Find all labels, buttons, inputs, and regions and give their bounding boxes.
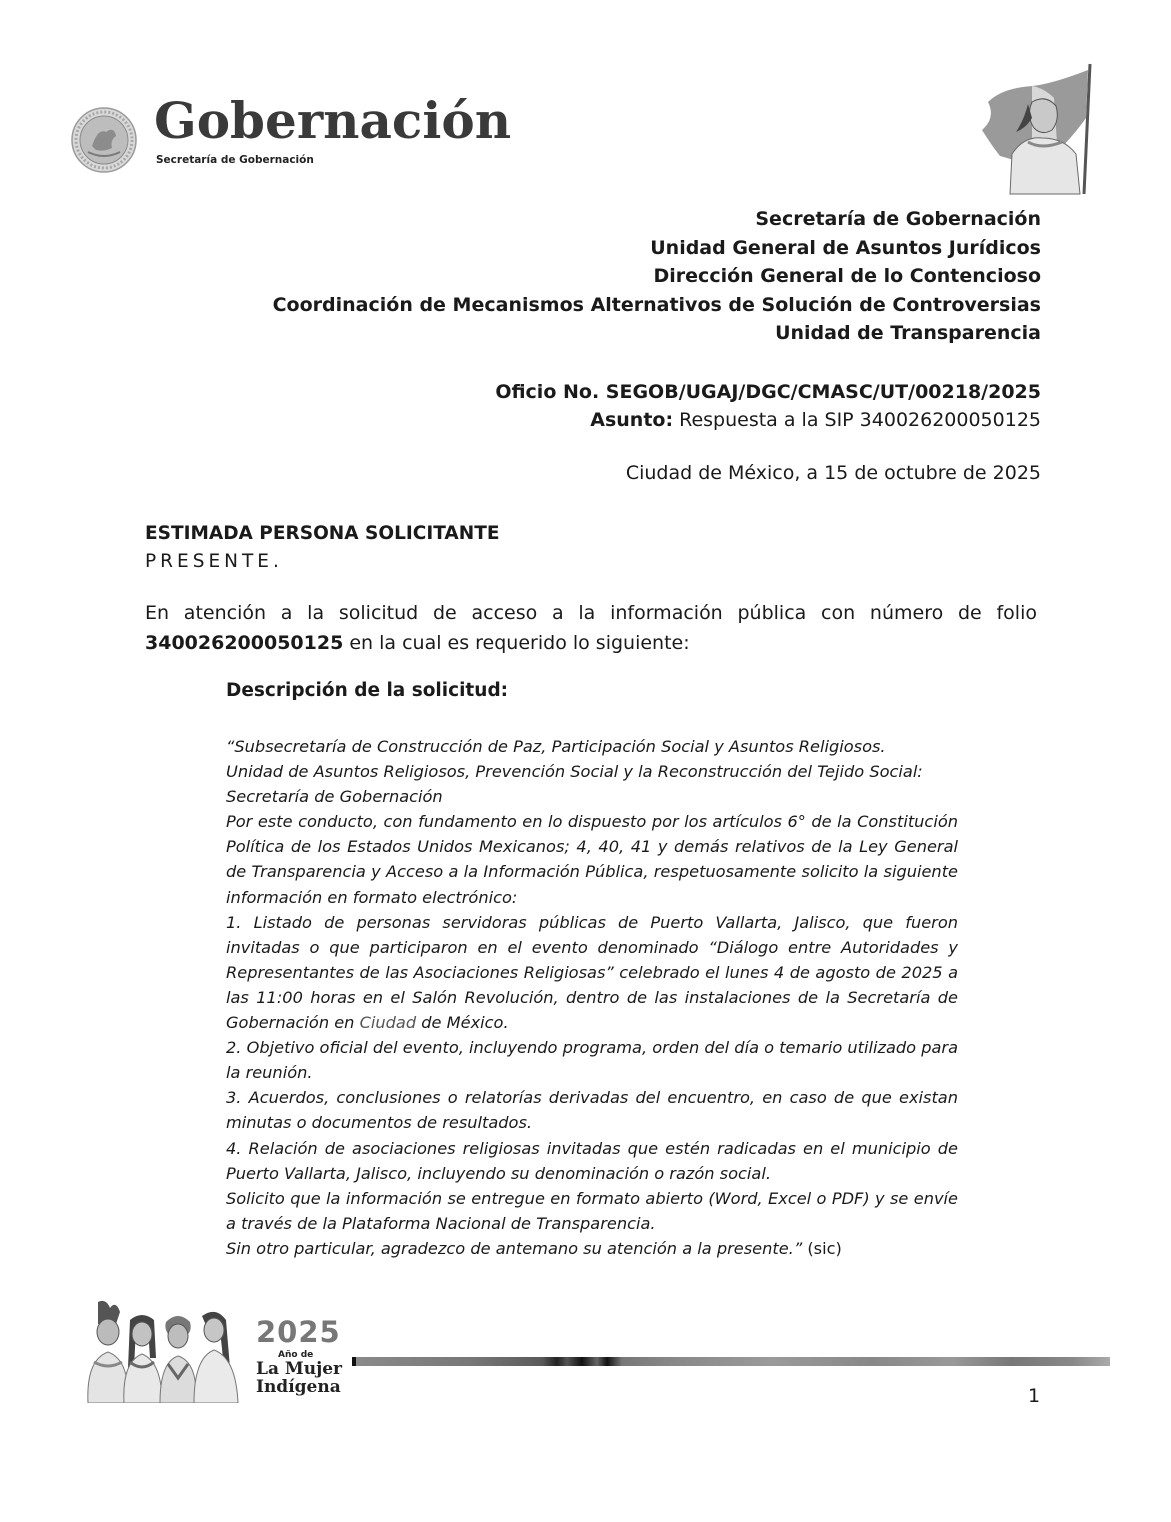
department-line: Dirección General de lo Contencioso [653,265,1041,287]
request-line: Unidad de Asuntos Religiosos, Prevención Social y la Reconstrucción del Tejido Social: [226,762,923,782]
request-item-3: 3. Acuerdos, conclusiones o relatorías derivadas del encuentro, en caso de que existan minutas o documentos de resultados. [226,1088,958,1133]
request-paragraph: Por este conducto, con fundamento en lo dispuesto por los artículos 6° de la Constitución Política de los Estados Unidos Mexicanos; 4, 40, 41 y demás relativos de la Ley General de Transparencia y Acceso a la Información Pública, respetuosamente solicito la siguiente información en formato electrónico: [226,812,958,907]
footer-slogan-line2: Indígena [256,1377,341,1397]
oficio-number-line [495,378,1041,406]
asunto-text: Respuesta a la SIP 340026200050125 [679,409,1041,431]
intro-text-after: en la cual es requerido lo siguiente: [343,632,690,654]
request-line: Secretaría de Gobernación [226,787,443,807]
asunto-line [495,406,1041,434]
indigenous-women-icon [80,1298,248,1403]
footer-year: 2025 [256,1315,341,1349]
asunto-label: Asunto: [590,409,674,431]
request-closing-text: Sin otro particular, agradezco de antemano su atención a la presente.” [226,1238,803,1258]
salutation [145,520,499,576]
footer-slogan [256,1360,342,1396]
footer-anio-de: Año de [278,1350,314,1360]
department-line: Secretaría de Gobernación [755,208,1041,230]
department-line: Unidad de Transparencia [775,322,1041,344]
place-date: Ciudad de México, a 15 de octubre de 2025 [625,462,1041,484]
logo-title: Gobernación [154,91,512,150]
request-title: Descripción de la solicitud: [226,680,509,701]
request-item-1-text: 1. Listado de personas servidoras públicas de Puerto Vallarta, Jalisco, que fueron invitadas o que participaron en el evento denominado “Diálogo entre Autoridades y Representantes de las Asociaciones Religiosas” celebrado el lunes 4 de agosto de 2025 a las 11:00 horas en el Salón Revolución, dentro de las instalaciones de la Secretaría de Gobernación en [226,912,958,1033]
request-line: “Subsecretaría de Construcción de Paz, Participación Social y Asuntos Religiosos. [226,737,886,756]
logo-subtitle: Secretaría de Gobernación [156,154,314,166]
request-item-1 [226,910,958,1035]
folio-number: 340026200050125 [145,632,344,654]
intro-text-before: En atención a la solicitud de acceso a la información pública con número de folio [145,602,1037,624]
coat-of-arms-seal-icon [70,106,138,174]
reference-block [495,378,1041,434]
page-number: 1 [1028,1385,1041,1407]
intro-paragraph [145,598,1037,658]
request-item-4: 4. Relación de asociaciones religiosas invitadas que estén radicadas en el municipio de Puerto Vallarta, Jalisco, incluyendo su denominación o razón social. [226,1138,958,1183]
oficio-number: SEGOB/UGAJ/DGC/CMASC/UT/00218/2025 [605,381,1041,403]
request-format: Solicito que la información se entregue en formato abierto (Word, Excel o PDF) y se envíe a través de la Plataforma Nacional de Transparencia. [226,1188,958,1233]
department-line: Coordinación de Mecanismos Alternativos de Solución de Controversias [272,293,1041,316]
request-item-1-grey-word: Ciudad [359,1013,417,1033]
sic-marker: (sic) [802,1238,842,1258]
gobernacion-logo [70,91,512,172]
recipient: ESTIMADA PERSONA SOLICITANTE [145,523,500,544]
department-hierarchy [273,205,1041,348]
request-description [226,734,958,1261]
footer-slogan-line1: La Mujer [256,1359,342,1379]
request-item-1-end: de México. [416,1013,509,1033]
department-line: Unidad General de Asuntos Jurídicos [650,236,1041,259]
footer-divider-bar [352,1357,1110,1366]
request-closing [226,1236,958,1261]
present-line: PRESENTE. [145,551,283,572]
oficio-label: Oficio No. [495,381,600,403]
request-item-2: 2. Objetivo oficial del evento, incluyendo programa, orden del día o temario utilizado para la reunión. [226,1038,959,1083]
woman-with-flag-icon [972,58,1112,198]
